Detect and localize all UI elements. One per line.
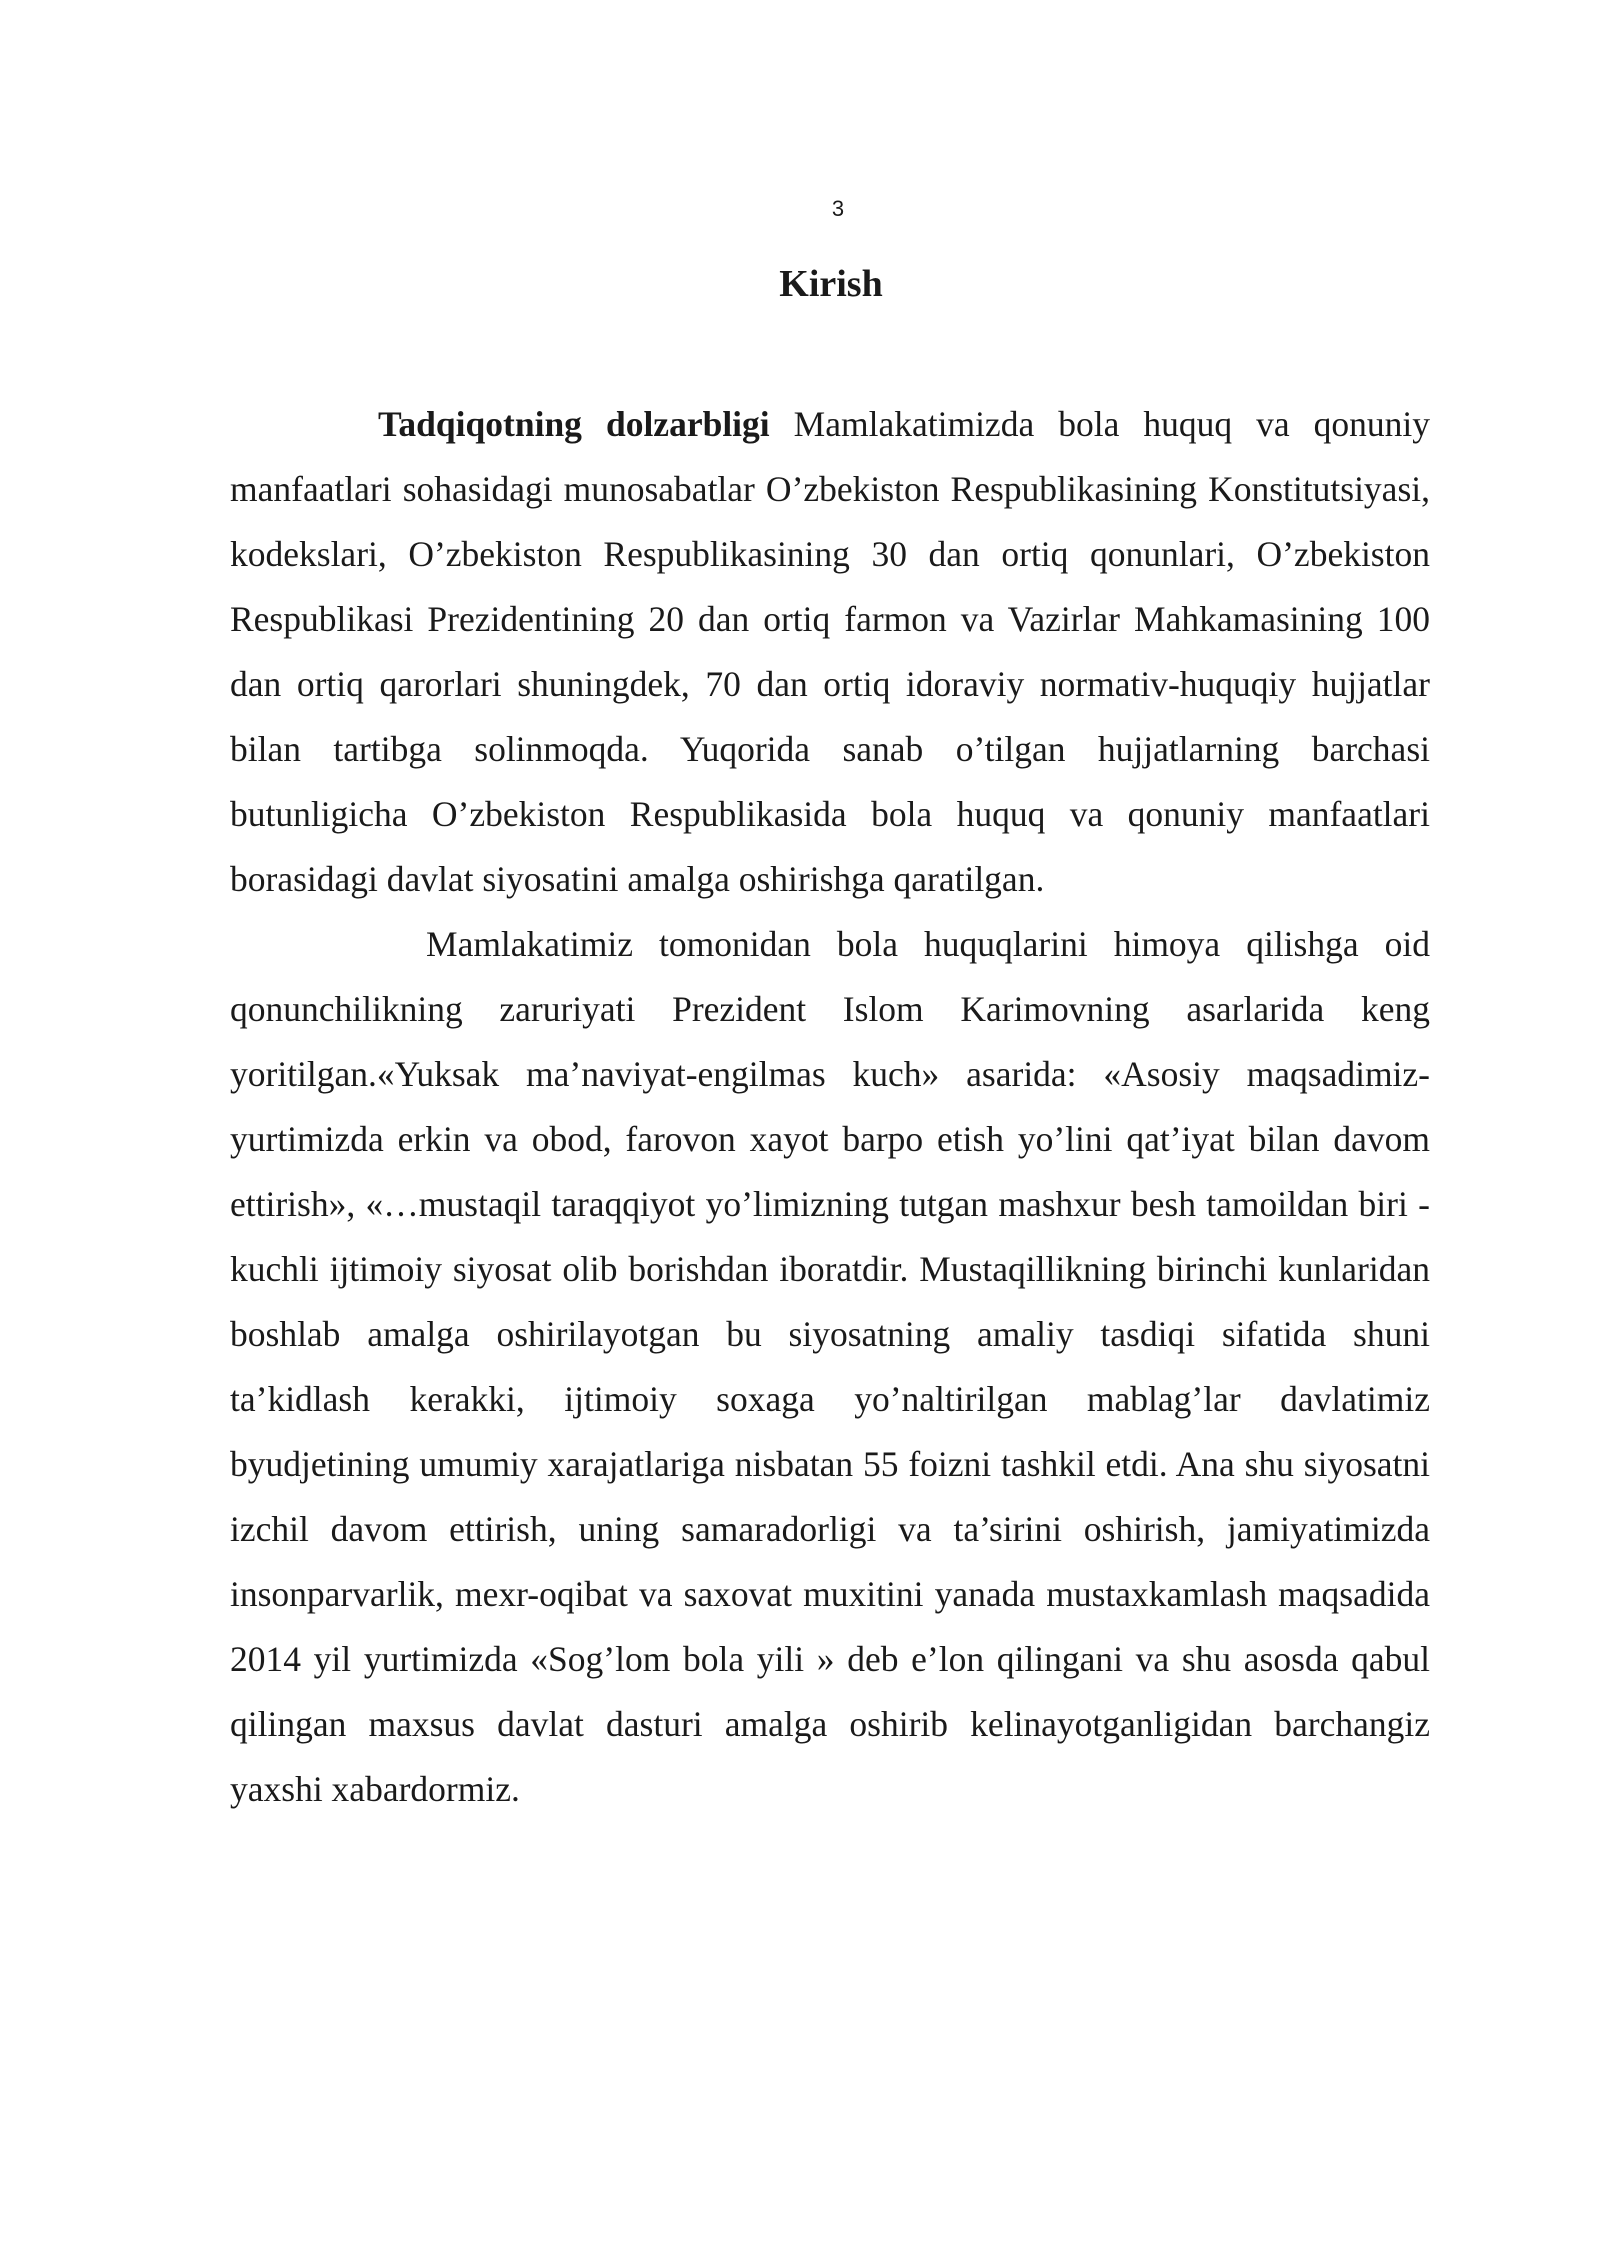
paragraph-relevance-text: Mamlakatimizda bola huquq va qonuniy manfaatlari sohasidagi munosabatlar O’zbekiston Respublikasining Konstitutsiyasi, kodekslari, O’zbekiston Respublikasining 30 dan ortiq qonunlari, O’zbekiston Respublikasi Prezidentining 20 dan ortiq farmon va Vazirlar Mahkamasining 100 dan ortiq qarorlari shuningdek, 70 dan ortiq idoraviy normativ-huquqiy hujjatlar bilan tartibga solinmoqda. Yuqorida sanab o’tilgan hujjatlarning barchasi butunligicha O’zbekiston Respublikasida bola huquq va qonuniy manfaatlari borasidagi davlat siyosatini amalga oshirishga qaratilgan. bbox=[230, 404, 1430, 899]
page-title: Kirish bbox=[779, 263, 883, 305]
paragraph-relevance bbox=[230, 392, 1430, 912]
page-number: 3 bbox=[831, 196, 845, 221]
body-text bbox=[230, 392, 1430, 1822]
paragraph-legislation-text: Mamlakatimiz tomonidan bola huquqlarini himoya qilishga oid qonunchilikning zaruriyati Prezident Islom Karimovning asarlarida keng yoritilgan.«Yuksak ma’naviyat-engilmas kuch» asarida: «Asosiy maqsadimiz- yurtimizda erkin va obod, farovon xayot barpo etish yo’lini qat’iyat bilan davom ettirish», «…mustaqil taraqqiyot yo’limizning tutgan mashxur besh tamoildan biri - kuchli ijtimoiy siyosat olib borishdan iboratdir. Mustaqillikning birinchi kunlaridan boshlab amalga oshirilayotgan bu siyosatning amaliy tasdiqi sifatida shuni ta’kidlash kerakki, ijtimoiy soxaga yo’naltirilgan mablag’lar davlatimiz byudjetining umumiy xarajatlariga nisbatan 55 foizni tashkil etdi. Ana shu siyosatni izchil davom ettirish, uning samaradorligi va ta’sirini oshirish, jamiyatimizda insonparvarlik, mexr-oqibat va saxovat muxitini yanada mustaxkamlash maqsadida 2014 yil yurtimizda «Sog’lom bola yili » deb e’lon qilingani va shu asosda qabul qilingan maxsus davlat dasturi amalga oshirib kelinayotganligidan barchangiz yaxshi xabardormiz. bbox=[230, 924, 1430, 1809]
paragraph-legislation bbox=[230, 912, 1430, 1822]
paragraph-lead-heading: Tadqiqotning dolzarbligi bbox=[378, 404, 770, 444]
